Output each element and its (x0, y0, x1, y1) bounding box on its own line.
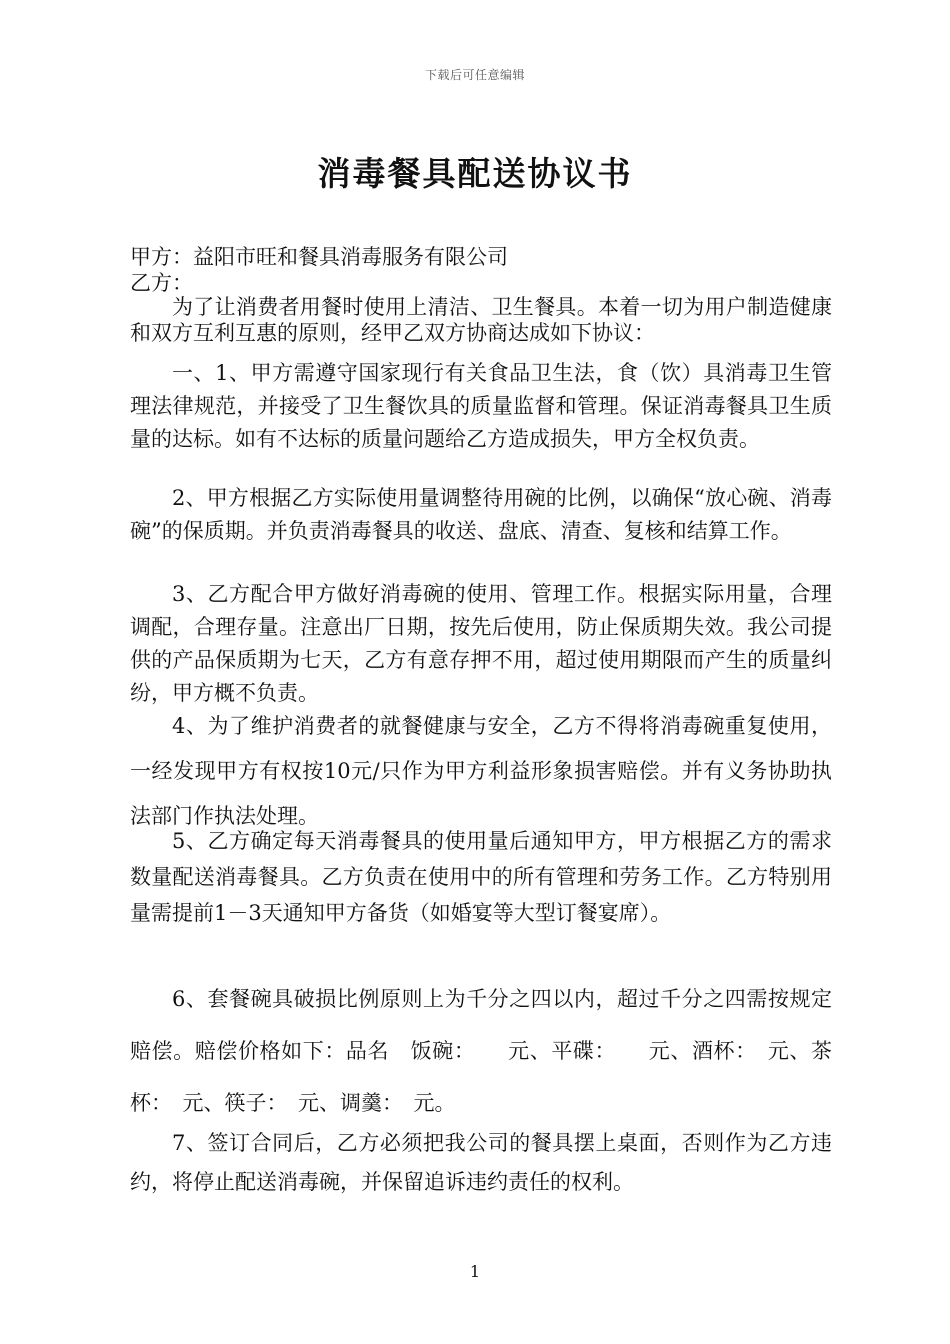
party-a-line: 甲方：益阳市旺和餐具消毒服务有限公司 (130, 245, 508, 269)
clause-2-paragraph: 2、甲方根据乙方实际使用量调整待用碗的比例，以确保“放心碗、消毒碗”的保质期。并负责消毒餐具的收送、盘底、清查、复核和结算工作。 (130, 486, 832, 543)
clause-6-paragraph: 6、套餐碗具破损比例原则上为千分之四以内，超过千分之四需按规定赔偿。赔偿价格如下：品名 饭碗： 元、平碟： 元、酒杯： 元、茶杯： 元、筷子： 元、调羹： 元。 (130, 987, 832, 1115)
clause-1-paragraph: 一、1、甲方需遵守国家现行有关食品卫生法，食（饮）具消毒卫生管理法律规范，并接受了卫生餐饮具的质量监督和管理。保证消毒餐具卫生质量的达标。如有不达标的质量问题给乙方造成损失，甲方全权负责。 (130, 361, 832, 451)
clause-4-paragraph: 4、为了维护消费者的就餐健康与安全，乙方不得将消毒碗重复使用，一经发现甲方有权按10元/只作为甲方利益形象损害赔偿。并有义务协助执法部门作执法处理。 (130, 714, 832, 828)
clause-7-paragraph: 7、签订合同后，乙方必须把我公司的餐具摆上桌面，否则作为乙方违约，将停止配送消毒碗，并保留追诉违约责任的权利。 (130, 1131, 832, 1194)
intro-paragraph: 为了让消费者用餐时使用上清洁、卫生餐具。本着一切为用户制造健康和双方互利互惠的原则，经甲乙双方协商达成如下协议： (130, 295, 832, 345)
document-title: 消毒餐具配送协议书 (317, 154, 633, 193)
clause-5-paragraph: 5、乙方确定每天消毒餐具的使用量后通知甲方，甲方根据乙方的需求数量配送消毒餐具。乙方负责在使用中的所有管理和劳务工作。乙方特别用量需提前1－3天通知甲方备货（如婚宴等大型订餐宴席）。 (130, 829, 832, 925)
party-b-line: 乙方： (130, 271, 193, 295)
header-note: 下载后可任意编辑 (424, 68, 525, 82)
page-number: 1 (469, 1262, 481, 1281)
clause-3-paragraph: 3、乙方配合甲方做好消毒碗的使用、管理工作。根据实际用量，合理调配，合理存量。注意出厂日期，按先后使用，防止保质期失效。我公司提供的产品保质期为七天，乙方有意存押不用，超过使用期限而产生的质量纠纷，甲方概不负责。 (130, 582, 832, 705)
